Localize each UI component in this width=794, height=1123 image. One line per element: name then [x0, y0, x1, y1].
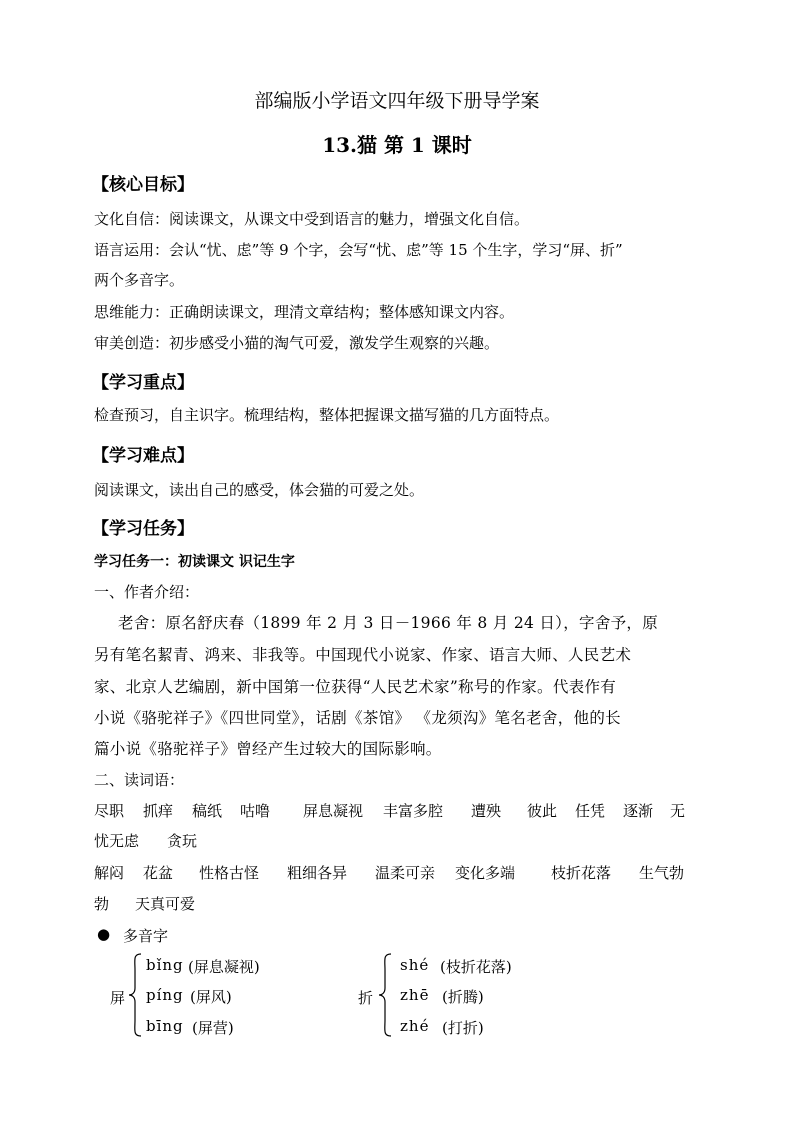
vocab-word: 遭殃: [471, 802, 502, 820]
polyphone-char-ping: 屏: [110, 989, 126, 1007]
goal-line: 语言运用：会认“忧、虑”等 9 个字，会写“忧、虑”等 15 个生字，学习“屏、折”: [94, 241, 623, 259]
pinyin: shé: [400, 956, 430, 974]
vocab-word: 枝折花落: [551, 864, 612, 882]
vocab-word: 抓痒: [143, 802, 174, 820]
vocab-word: 解闷: [94, 864, 125, 882]
vocab-word: 天真可爱: [135, 895, 196, 913]
vocab-word: 逐渐: [623, 802, 654, 820]
vocab-word: 无: [670, 802, 686, 820]
polyphone-word: (屏息凝视): [188, 958, 260, 976]
brace-icon: [378, 952, 392, 1038]
polyphone-label: 多音字: [123, 927, 169, 945]
pinyin: bīng: [146, 1017, 184, 1035]
polyphone-word: (屏营): [192, 1019, 234, 1037]
bullet-icon: ●: [97, 925, 111, 943]
vocab-word: 花盆: [143, 864, 174, 882]
author-line: 另有笔名絜青、鸿来、非我等。中国现代小说家、作家、语言大师、人民艺术: [94, 646, 632, 664]
polyphone-word: (打折): [442, 1019, 484, 1037]
polyphone-word: (屏风): [190, 988, 232, 1006]
vocab-word: 温柔可亲: [375, 864, 436, 882]
polyphone-char-zhe: 折: [358, 989, 374, 1007]
vocab-word: 彼此: [527, 802, 558, 820]
vocab-word: 咕噜: [240, 802, 271, 820]
brace-icon: [128, 952, 142, 1038]
author-heading: 一、作者介绍：: [94, 583, 200, 601]
vocab-word: 贪玩: [167, 832, 198, 850]
vocab-word: 丰富多腔: [383, 802, 444, 820]
key-points-heading: 【学习重点】: [92, 373, 194, 393]
author-line: 家、北京人艺编剧，新中国第一位获得“人民艺术家”称号的作家。代表作有: [94, 678, 617, 696]
vocab-word: 任凭: [575, 802, 606, 820]
author-line: 篇小说《骆驼祥子》曾经产生过较大的国际影响。: [94, 740, 442, 758]
polyphone-word: (枝折花落): [440, 958, 512, 976]
goal-line: 思维能力：正确朗读课文，理清文章结构；整体感知课文内容。: [94, 303, 515, 321]
vocab-word: 粗细各异: [287, 864, 348, 882]
vocab-word: 变化多端: [455, 864, 516, 882]
vocab-word: 屏息凝视: [303, 802, 364, 820]
polyphone-word: (折腾): [442, 988, 484, 1006]
key-points-text: 检查预习，自主识字。梳理结构，整体把握课文描写猫的几方面特点。: [94, 406, 560, 424]
author-line: 小说《骆驼祥子》《四世同堂》，话剧《茶馆》 《龙须沟》笔名老舍，他的长: [94, 709, 621, 727]
goal-line: 文化自信：阅读课文，从课文中受到语言的魅力，增强文化自信。: [94, 210, 530, 228]
vocab-word: 勃: [94, 895, 110, 913]
vocab-word: 性格古怪: [199, 864, 260, 882]
vocab-word: 尽职: [94, 802, 125, 820]
task1-title: 学习任务一：初读课文 识记生字: [94, 554, 295, 570]
goal-line: 两个多音字。: [94, 271, 185, 289]
tasks-heading: 【学习任务】: [92, 519, 194, 539]
document-title: 部编版小学语文四年级下册导学案: [254, 90, 540, 112]
difficulties-text: 阅读课文，读出自己的感受，体会猫的可爱之处。: [94, 481, 425, 499]
words-heading: 二、读词语：: [94, 771, 185, 789]
core-goals-heading: 【核心目标】: [92, 175, 194, 195]
vocab-word: 生气勃: [639, 864, 685, 882]
pinyin: zhē: [400, 986, 430, 1004]
pinyin: zhé: [400, 1017, 430, 1035]
difficulties-heading: 【学习难点】: [92, 446, 194, 466]
author-line: 老舍：原名舒庆春（1899 年 2 月 3 日－1966 年 8 月 24 日），字舍予，原: [118, 614, 659, 632]
vocab-word: 稿纸: [192, 802, 223, 820]
vocab-word: 忧无虑: [94, 832, 140, 850]
goal-line: 审美创造：初步感受小猫的淘气可爱，激发学生观察的兴趣。: [94, 334, 500, 352]
pinyin: píng: [146, 986, 184, 1004]
pinyin: bǐng: [146, 956, 184, 974]
lesson-title: 13.猫 第 1 课时: [322, 133, 472, 157]
